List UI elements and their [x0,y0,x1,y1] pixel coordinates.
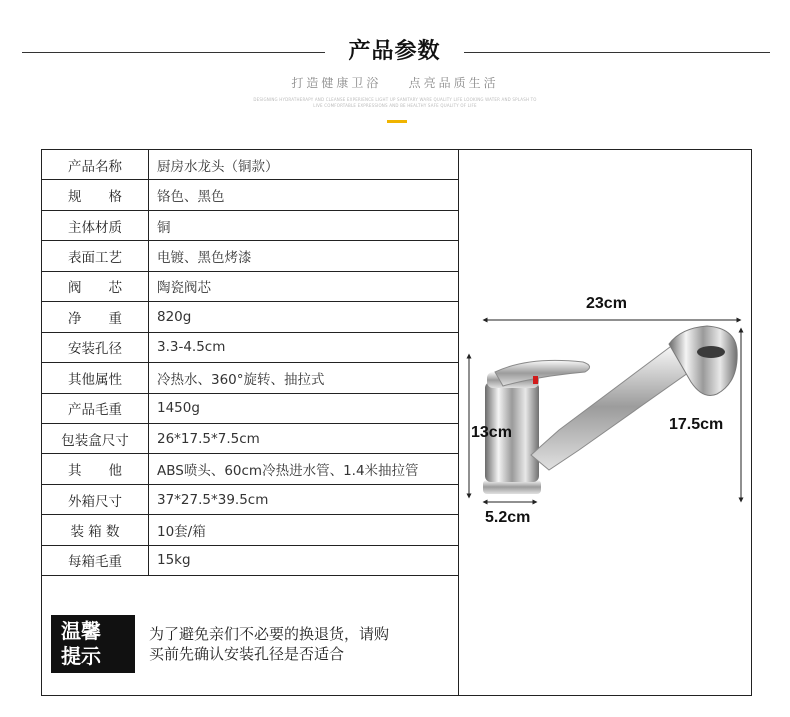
spec-label: 外箱尺寸 [42,484,149,514]
tip-text-line1: 为了避免亲们不必要的换退货，请购 [149,625,390,643]
spec-row [42,363,459,393]
title-rule-right [464,52,770,53]
spec-value: 10套/箱 [149,515,459,545]
tip-text [149,624,449,664]
faucet-diagram [459,150,751,695]
spec-label: 规 格 [42,180,149,210]
total-height-label: 17.5cm [669,416,724,433]
tip-badge-line2: 提示 [61,644,101,668]
spec-label: 产品毛重 [42,393,149,423]
tip-text-line2: 买前先确认安装孔径是否适合 [149,645,345,663]
length-label: 23cm [586,295,627,312]
spec-label: 主体材质 [42,210,149,240]
spec-label: 装 箱 数 [42,515,149,545]
spec-value: 电镀、黑色烤漆 [149,241,459,271]
spec-label: 安装孔径 [42,332,149,362]
spec-value: 厨房水龙头（铜款） [149,150,459,180]
spec-value: 铬色、黑色 [149,180,459,210]
spec-label: 表面工艺 [42,241,149,271]
tip-badge-line1: 温馨 [61,619,101,643]
spec-value: 26*17.5*7.5cm [149,423,459,453]
faucet-icon [483,326,737,494]
spec-row [42,393,459,423]
spec-value: 冷热水、360°旋转、抽拉式 [149,363,459,393]
spec-value: 1450g [149,393,459,423]
english-tagline-line2: LIVE COMFORTABLE EXPRESSIONS AND BE HEALTHY SAFE QUALITY OF LIFE [313,103,477,108]
tip-badge [51,615,135,673]
spec-value: 820g [149,302,459,332]
spec-row [42,423,459,453]
page-header [0,0,790,130]
spec-value: ABS喷头、60cm冷热进水管、1.4米抽拉管 [149,454,459,484]
base-label: 5.2cm [485,509,531,526]
spec-row [42,271,459,301]
spec-row [42,150,459,180]
spec-label: 其他属性 [42,363,149,393]
spec-value: 15kg [149,545,459,575]
page-title: 产品参数 [348,39,441,64]
spec-row [42,241,459,271]
spec-row [42,332,459,362]
height-label: 13cm [471,424,512,441]
spec-label: 每箱毛重 [42,545,149,575]
english-tagline-line1: DESIGNING HYDRATHERAPY AND CLEANSE EXPERIENCE LIGHT UP SANITARY WARE QUALITY LIFE LOOKING WATER AND SPLASH TO [253,97,537,102]
title-rule-left [22,52,325,53]
spec-value: 37*27.5*39.5cm [149,484,459,514]
spec-row [42,484,459,514]
page-subtitle: 打造健康卫浴 点亮品质生活 [291,76,499,90]
spec-label: 包装盒尺寸 [42,423,149,453]
spec-row [42,454,459,484]
spec-value: 3.3-4.5cm [149,332,459,362]
spec-value: 陶瓷阀芯 [149,271,459,301]
spec-label: 净 重 [42,302,149,332]
accent-bar [387,120,407,123]
spec-label: 其 他 [42,454,149,484]
spec-label: 产品名称 [42,150,149,180]
spec-value: 铜 [149,210,459,240]
spec-row [42,515,459,545]
spec-row [42,180,459,210]
spec-row [42,210,459,240]
spec-row [42,302,459,332]
spec-table [41,149,459,576]
spec-label: 阀 芯 [42,271,149,301]
spec-row [42,545,459,575]
